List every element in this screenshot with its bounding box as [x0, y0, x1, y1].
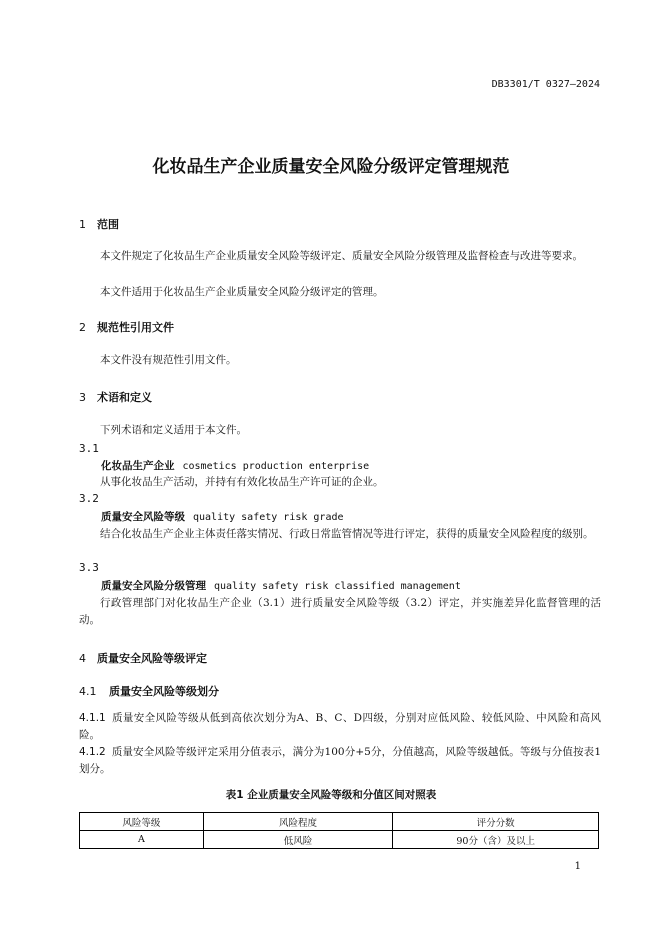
page-number: 1: [574, 861, 581, 872]
section-2-heading: [79, 319, 174, 335]
section-3-number: 3: [79, 391, 86, 404]
section-1-number: 1: [79, 218, 86, 231]
clause-4-1-1-text: 质量安全风险等级从低到高依次划分为A、B、C、D四级，分别对应低风险、较低风险、中风险和高风险。: [79, 712, 601, 741]
clause-4-1-1-number: 4.1.1: [79, 712, 106, 724]
section-4-1-heading: [79, 683, 219, 699]
table-1-title: 表1 企业质量安全风险等级和分值区间对照表: [225, 789, 437, 801]
section-2-para-1: 本文件没有规范性引用文件。: [100, 354, 237, 366]
table-cell: 90分（含）及以上: [393, 831, 599, 849]
term-3-3: [101, 578, 461, 593]
term-3-2: [101, 509, 344, 524]
term-3-3-en: quality safety risk classified management: [214, 581, 461, 592]
table-cell: A: [80, 831, 204, 849]
table-header-cell: 风险等级: [80, 813, 204, 831]
clause-4-1-2-number: 4.1.2: [79, 746, 106, 758]
term-3-3-definition: 行政管理部门对化妆品生产企业（3.1）进行质量安全风险等级（3.2）评定，并实施差异化监督管理的活动。: [79, 597, 601, 626]
table-header-cell: 风险程度: [203, 813, 393, 831]
section-4-heading: [79, 650, 207, 666]
doc-code: DB3301/T 0327—2024: [491, 79, 600, 90]
table-header-cell: 评分分数: [393, 813, 599, 831]
section-1-para-2: 本文件适用于化妆品生产企业质量安全风险分级评定的管理。: [100, 286, 384, 298]
term-3-2-zh: 质量安全风险等级: [101, 511, 185, 523]
section-3-intro: 下列术语和定义适用于本文件。: [100, 424, 247, 436]
term-3-3-zh: 质量安全风险分级管理: [101, 580, 206, 592]
term-3-1-number: 3.1: [79, 442, 99, 455]
section-3-title: 术语和定义: [97, 391, 152, 404]
risk-grade-table: [79, 812, 599, 849]
section-3-heading: [79, 389, 152, 405]
term-3-2-en: quality safety risk grade: [193, 512, 344, 523]
section-1-para-1: 本文件规定了化妆品生产企业质量安全风险等级评定、质量安全风险分级管理及监督检查与改进等要求。: [100, 250, 583, 262]
term-3-3-number: 3.3: [79, 561, 99, 574]
clause-4-1-2-text: 质量安全风险等级评定采用分值表示，满分为100分+5分，分值越高，风险等级越低。等级与分值按表1划分。: [79, 746, 601, 775]
page-title: 化妆品生产企业质量安全风险分级评定管理规范: [152, 157, 510, 177]
section-4-1-title: 质量安全风险等级划分: [109, 685, 219, 698]
section-4-1-number: 4.1: [79, 685, 97, 698]
term-3-1: [101, 458, 369, 473]
term-3-2-definition: 结合化妆品生产企业主体责任落实情况、行政日常监管情况等进行评定，获得的质量安全风险程度的级别。: [100, 528, 594, 540]
section-1-title: 范围: [97, 218, 119, 231]
table-cell: 低风险: [203, 831, 393, 849]
term-3-2-number: 3.2: [79, 492, 99, 505]
section-4-title: 质量安全风险等级评定: [97, 652, 207, 665]
clause-4-1-2: [79, 744, 601, 778]
term-3-1-zh: 化妆品生产企业: [101, 460, 175, 472]
table-row: [80, 831, 599, 849]
section-4-number: 4: [79, 652, 86, 665]
section-1-heading: [79, 216, 119, 232]
clause-4-1-1: [79, 710, 601, 744]
section-2-title: 规范性引用文件: [97, 321, 174, 334]
section-2-number: 2: [79, 321, 86, 334]
term-3-1-en: cosmetics production enterprise: [182, 461, 370, 472]
term-3-1-definition: 从事化妆品生产活动，并持有有效化妆品生产许可证的企业。: [100, 476, 384, 488]
table-header-row: [80, 813, 599, 831]
